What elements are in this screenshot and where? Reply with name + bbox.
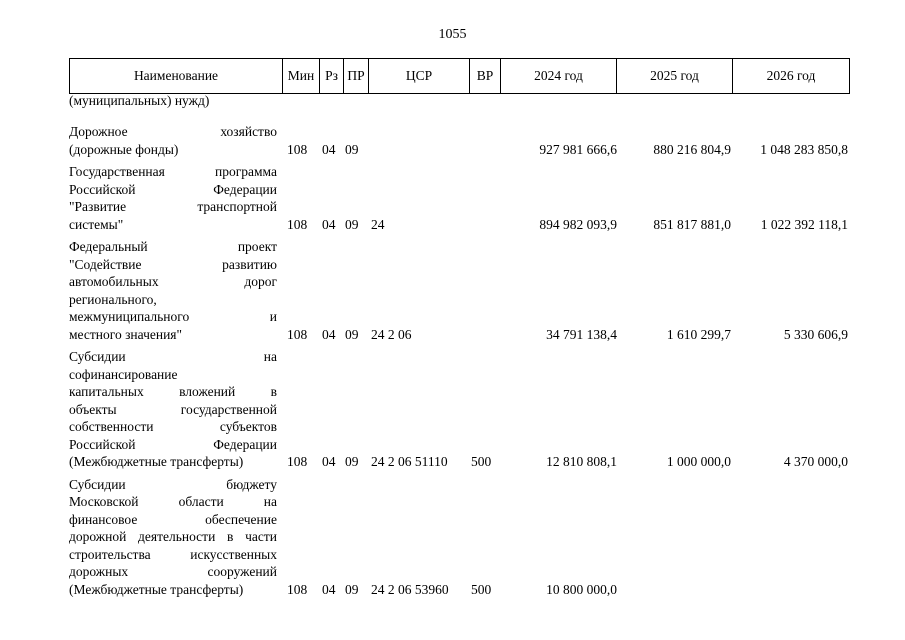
min-cell: 108 — [287, 454, 308, 469]
rz-cell: 04 — [322, 581, 336, 597]
amount-2026-cell: 5 330 606,9 — [783, 326, 848, 342]
amount-2024-cell: 927 981 666,6 — [539, 141, 617, 157]
row-name-line: дорожных сооружений — [69, 564, 277, 579]
rz-cell: 04 — [322, 326, 336, 342]
amount-2025-cell: 880 216 804,9 — [653, 141, 731, 157]
amount-2025-cell: 1 000 000,0 — [666, 454, 731, 469]
min-cell: 108 — [287, 326, 308, 342]
table-row — [69, 123, 851, 158]
column-header-vr: ВР — [470, 59, 501, 94]
row-name-line: Российской Федерации — [69, 436, 277, 452]
row-name-line: капитальных вложений в — [69, 384, 277, 399]
row-name-line: Федеральный проект — [69, 239, 277, 254]
continuation-row — [69, 92, 851, 115]
rz-cell: 04 — [322, 454, 336, 469]
row-name-line: "Развитие транспортной — [69, 199, 277, 214]
row-name-line: автомобильных дорог — [69, 274, 277, 289]
table-row — [69, 238, 851, 343]
amount-2025-cell: 1 610 299,7 — [666, 326, 731, 342]
pr-cell: 09 — [345, 216, 359, 232]
amount-2024-cell: 10 800 000,0 — [546, 581, 617, 597]
amount-2025-cell: 851 817 881,0 — [653, 216, 731, 232]
row-name-line: софинансирование — [69, 366, 178, 382]
row-name-line: собственности субъектов — [69, 419, 277, 434]
min-cell: 108 — [287, 141, 308, 157]
min-cell: 108 — [287, 581, 308, 597]
vr-cell: 500 — [471, 581, 492, 597]
pr-cell: 09 — [345, 581, 359, 597]
table-row — [69, 348, 851, 471]
row-name-line: системы" — [69, 216, 124, 232]
row-name-line: объекты государственной — [69, 401, 277, 417]
column-header-2025: 2025 год — [617, 59, 733, 94]
row-name-line: Государственная программа — [69, 164, 277, 179]
table-header — [69, 58, 850, 94]
table-row — [69, 476, 851, 599]
column-header-name: Наименование — [70, 59, 283, 94]
row-name-line: Дорожное хозяйство — [69, 124, 277, 139]
csr-cell: 24 — [371, 216, 385, 232]
column-header-2024: 2024 год — [501, 59, 617, 94]
row-name-line: (Межбюджетные трансферты) — [69, 454, 244, 469]
page-number: 1055 — [438, 27, 467, 42]
csr-cell: 24 2 06 53960 — [371, 581, 449, 597]
column-header-rz: Рз — [320, 59, 344, 94]
min-cell: 108 — [287, 216, 308, 232]
pr-cell: 09 — [345, 454, 359, 469]
amount-2026-cell: 4 370 000,0 — [783, 454, 848, 469]
table-row — [69, 163, 851, 233]
amount-2024-cell: 12 810 808,1 — [546, 454, 617, 469]
amount-2026-cell: 1 048 283 850,8 — [760, 141, 848, 157]
column-header-csr: ЦСР — [369, 59, 470, 94]
row-name-line: Субсидии на — [69, 349, 277, 364]
row-name-line: строительства искусственных — [69, 546, 277, 562]
row-name-line: финансовое обеспечение — [69, 511, 277, 527]
row-name-line: (дорожные фонды) — [69, 141, 179, 157]
row-name-line: регионального, — [69, 291, 157, 307]
csr-cell: 24 2 06 51110 — [371, 454, 448, 469]
amount-2024-cell: 894 982 093,9 — [539, 216, 617, 232]
rz-cell: 04 — [322, 141, 336, 157]
row-name-line: Российской Федерации — [69, 181, 277, 197]
amount-2026-cell: 1 022 392 118,1 — [760, 216, 848, 232]
amount-2024-cell: 34 791 138,4 — [546, 326, 617, 342]
row-name-line: межмуниципального и — [69, 309, 277, 324]
row-name-line: (Межбюджетные трансферты) — [69, 581, 244, 597]
rz-cell: 04 — [322, 216, 336, 232]
continuation-text: (муниципальных) нужд) — [69, 93, 210, 108]
vr-cell: 500 — [471, 454, 492, 469]
pr-cell: 09 — [345, 141, 359, 157]
column-header-pr: ПР — [344, 59, 369, 94]
table-rows — [69, 123, 851, 598]
column-header-2026: 2026 год — [733, 59, 850, 94]
row-name-line: местного значения" — [69, 326, 183, 342]
csr-cell: 24 2 06 — [371, 326, 412, 342]
row-name-line: "Содействие развитию — [69, 256, 277, 272]
table-body — [69, 92, 851, 598]
row-name-line: Московской области на — [69, 494, 277, 509]
row-name-line: Субсидии бюджету — [69, 476, 277, 492]
row-name-line: дорожной деятельности в части — [69, 529, 277, 544]
pr-cell: 09 — [345, 326, 359, 342]
column-header-min: Мин — [283, 59, 320, 94]
